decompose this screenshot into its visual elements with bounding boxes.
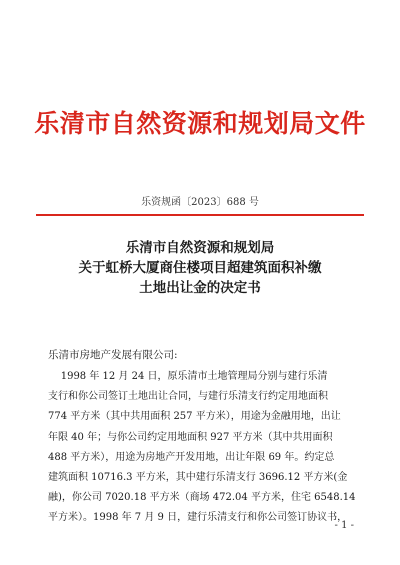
body-text [48,367,360,529]
body-line: 774 平方米（其中共用面积 257 平方米），用途为金融用地，出让 [48,411,341,423]
document-title [0,238,400,298]
document-header: 乐清市自然资源和规划局文件 [34,109,366,138]
title-line: 土地出让金的决定书 [139,280,261,296]
body-line: 支行和你公司签订土地出让合同，与建行乐清支行约定用地面积 [48,391,328,403]
document-number: 乐资规函〔2023〕688 号 [141,197,259,208]
body-line: 融)，你公司 7020.18 平方米（商场 472.04 平方米，住宅 6548.14 [48,492,356,504]
title-line: 关于虹桥大厦商住楼项目超建筑面积补缴 [78,260,322,276]
body-line: 建筑面积 10716.3 平方米，其中建行乐清支行 3696.12 平方米(金 [48,472,348,484]
title-line: 乐清市自然资源和规划局 [125,240,275,256]
body-line: 1998 年 12 月 24 日，原乐清市土地管理局分别与建行乐清 [48,371,328,382]
body-line: 平方米）。1998 年 7 月 9 日，建行乐清支行和你公司签订协议书， [48,512,348,524]
body-line: 488 平方米），用途为房地产开发用地，出让年限 69 年。约定总 [48,451,335,463]
body-line: 年限 40 年；与你公司约定用地面积 927 平方米（其中共用面积 [48,431,333,443]
addressee: 乐清市房地产发展有限公司: [48,349,178,361]
header-divider [36,214,364,216]
page-number: - 1 - [334,520,354,531]
